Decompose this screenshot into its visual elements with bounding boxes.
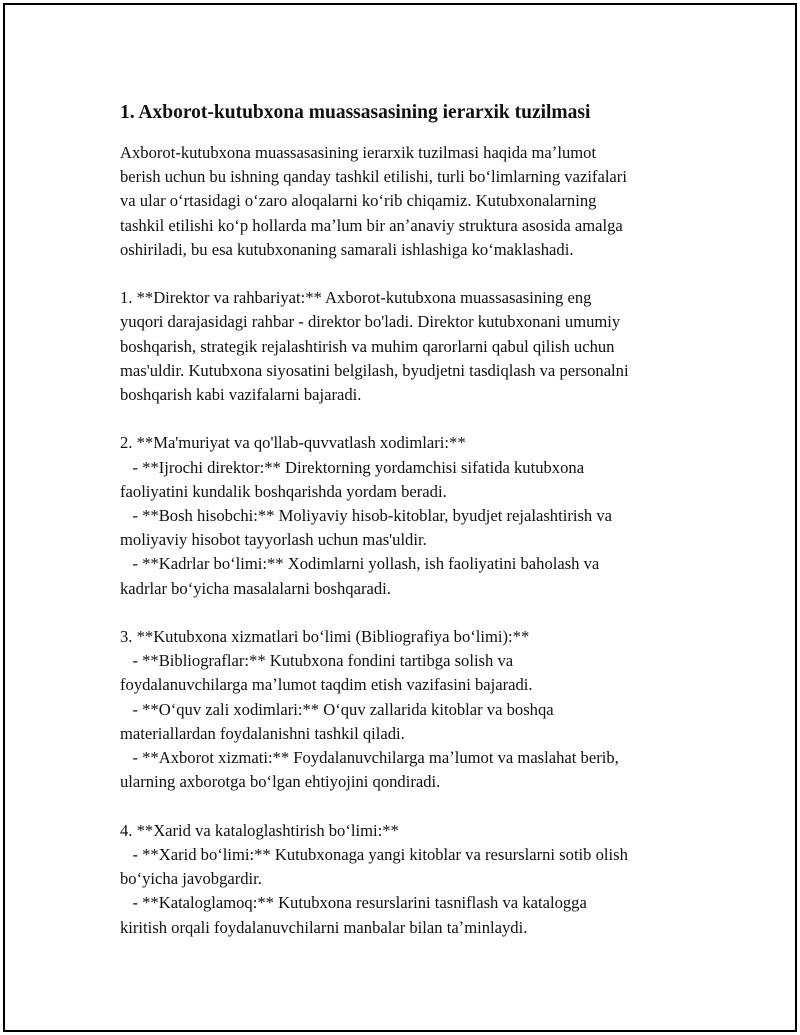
section-1-director: 1. **Direktor va rahbariyat:** Axborot-kutubxona muassasasining eng yuqori darajasidagi rahbar - direktor bo'ladi. Direktor kutubxonani umumiy boshqarish, strategik rejalashtirish va muhim qarorlarni qabul qilish uchun mas'uldir. Kutubxona siyosatini belgilash, byudjetni tasdiqlash va personalni boshqarish kabi vazifalarni bajaradi.	[120, 288, 629, 405]
paragraph-blank-line	[120, 794, 690, 818]
paragraph-blank-line	[120, 601, 690, 625]
section-2-administration: 2. **Ma'muriyat va qo'llab-quvvatlash xodimlari:** - **Ijrochi direktor:** Direktorning yordamchisi sifatida kutubxona faoliyatini kundalik boshqarishda yordam beradi. - **Bosh hisobchi:** Moliyaviy hisob-kitoblar, byudjet rejalashtirish va moliyaviy hisobot tayyorlash uchun mas'uldir. - **Kadrlar boʻlimi:** Xodimlarni yollash, ish faoliyatini baholash va kadrlar boʻyicha masalalarni boshqaradi.	[120, 433, 613, 598]
section-3-library-services: 3. **Kutubxona xizmatlari boʻlimi (Bibliografiya boʻlimi):** - **Bibliograflar:** Kutubxona fondini tartibga solish va foydalanuvchilarga maʼlumot taqdim etish vazifasini bajaradi. - **Oʻquv zali xodimlari:** Oʻquv zallarida kitoblar va boshqa materiallardan foydalanishni tashkil qiladi. - **Axborot xizmati:** Foydalanuvchilarga maʼlumot va maslahat berib, ularning axborotga boʻlgan ehtiyojini qondiradi.	[120, 627, 619, 792]
intro-paragraph: Axborot-kutubxona muassasasining ierarxik tuzilmasi haqida maʼlumot berish uchun bu ishning qanday tashkil etilishi, turli boʻlimlarning vazifalari va ular oʻrtasidagi oʻzaro aloqalarni koʻrib chiqamiz. Kutubxonalarning tashkil etilishi koʻp hollarda maʼlum bir anʼanaviy struktura asosida amalga oshiriladi, bu esa kutubxonaning samarali ishlashiga koʻmaklashadi.	[120, 143, 627, 259]
document-page	[3, 3, 797, 1032]
section-4-acquisition-cataloging: 4. **Xarid va kataloglashtirish boʻlimi:** - **Xarid boʻlimi:** Kutubxonaga yangi kitoblar va resurslarni sotib olish boʻyicha javobgardir. - **Kataloglamoq:** Kutubxona resurslarini tasniflash va katalogga kiritish orqali foydalanuvchilarni manbalar bilan taʼminlaydi.	[120, 820, 628, 937]
document-body	[120, 100, 690, 940]
paragraph-blank-line	[120, 407, 690, 431]
document-title: 1. Axborot-kutubxona muassasasining ierarxik tuzilmasi	[120, 102, 591, 123]
paragraph-blank-line	[120, 262, 690, 286]
